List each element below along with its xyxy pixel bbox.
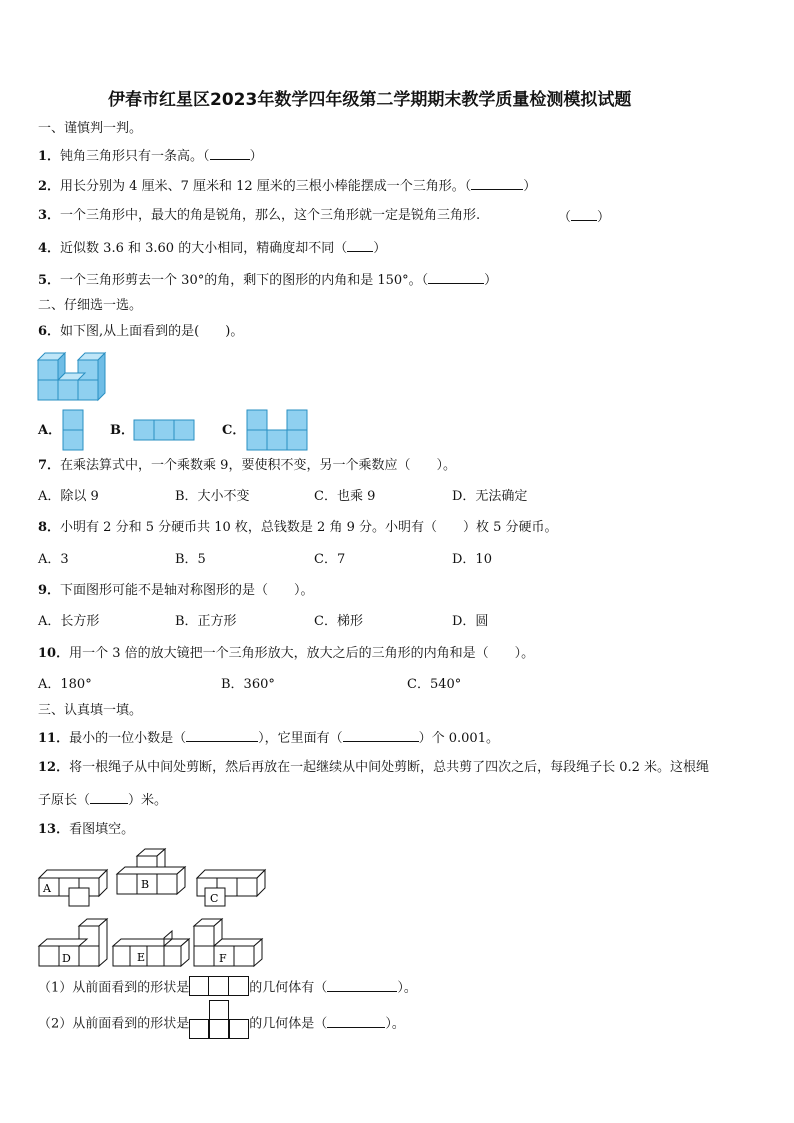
- figure-f-label: F: [219, 952, 227, 965]
- question-13-sub-2: （2）从前面看到的形状是 的几何体是（ ）。: [38, 1014, 405, 1034]
- question-6-solid-figure: [37, 352, 107, 402]
- option-10c[interactable]: C．540°: [407, 677, 462, 692]
- question-1: 1．钝角三角形只有一条高。（ ）: [38, 149, 263, 164]
- option-9c[interactable]: C．梯形: [314, 614, 363, 629]
- option-7b[interactable]: B．大小不变: [175, 489, 250, 504]
- figure-e: [112, 930, 192, 970]
- figure-f: [193, 918, 265, 970]
- figure-b-label: B: [141, 878, 150, 891]
- option-6a-label: A．: [38, 423, 62, 438]
- option-6a-figure[interactable]: [62, 409, 84, 451]
- section-2-heading: 二、仔细选一选。: [38, 298, 143, 313]
- figure-b: [116, 848, 188, 898]
- question-12-line-2: 子原长（ ）米。: [38, 793, 168, 808]
- answer-blank-3[interactable]: [571, 208, 597, 221]
- answer-blank-12[interactable]: [90, 791, 128, 804]
- question-13-sub-1: （1）从前面看到的形状是 的几何体有（ ）。: [38, 978, 417, 998]
- question-5: 5．一个三角形剪去一个 30°的角，剩下的图形的内角和是 150°。（ ）: [38, 273, 498, 288]
- page-title: 伊春市红星区2023年数学四年级第二学期期末教学质量检测模拟试题: [108, 90, 632, 110]
- figure-a-label: A: [43, 882, 51, 895]
- question-3: 3．一个三角形中，最大的角是锐角，那么，这个三角形就一定是锐角三角形.: [38, 208, 481, 223]
- option-9b[interactable]: B．正方形: [175, 614, 237, 629]
- answer-blank-1[interactable]: [210, 147, 250, 160]
- option-6c-figure[interactable]: [246, 409, 308, 451]
- option-8b[interactable]: B．5: [175, 552, 206, 567]
- figure-d-label: D: [62, 952, 71, 965]
- figure-c-label: C: [210, 892, 219, 905]
- answer-blank-13-2[interactable]: [327, 1015, 385, 1028]
- option-7c[interactable]: C．也乘 9: [314, 489, 376, 504]
- answer-blank-2[interactable]: [471, 177, 523, 190]
- question-6: 6．如下图,从上面看到的是( )。: [38, 324, 244, 339]
- option-6b-label: B．: [110, 423, 134, 438]
- option-10a[interactable]: A．180°: [38, 677, 92, 692]
- option-8d[interactable]: D．10: [452, 552, 492, 567]
- question-12-line-1: 12．将一根绳子从中间处剪断，然后再放在一起继续从中间处剪断，总共剪了四次之后，每段绳子长 0.2 米。这根绳: [38, 760, 710, 775]
- figure-d: [38, 918, 110, 970]
- section-1-heading: 一、谨慎判一判。: [38, 121, 143, 136]
- answer-blank-11a[interactable]: [186, 729, 258, 742]
- option-9d[interactable]: D．圆: [452, 614, 489, 629]
- question-11: 11．最小的一位小数是（ ），它里面有（ ）个 0.001。: [38, 731, 499, 746]
- option-10b[interactable]: B．360°: [221, 677, 275, 692]
- question-2: 2．用长分别为 4 厘米、7 厘米和 12 厘米的三根小棒能摆成一个三角形。（ ）: [38, 179, 537, 194]
- question-4: 4．近似数 3.6 和 3.60 的大小相同，精确度却不同（ ）: [38, 241, 387, 256]
- question-8: 8．小明有 2 分和 5 分硬币共 10 枚，总钱数是 2 角 9 分。小明有（ ）枚 5 分硬币。: [38, 520, 558, 535]
- answer-blank-4[interactable]: [347, 239, 373, 252]
- figure-a: [38, 866, 110, 908]
- option-9a[interactable]: A．长方形: [38, 614, 100, 629]
- question-10: 10．用一个 3 倍的放大镜把一个三角形放大，放大之后的三角形的内角和是（ ）。: [38, 646, 535, 661]
- section-3-heading: 三、认真填一填。: [38, 703, 143, 718]
- front-view-shape-2: [189, 1014, 249, 1034]
- question-3-answer: （ ）: [558, 210, 611, 225]
- answer-blank-5[interactable]: [428, 271, 484, 284]
- figure-c: [196, 866, 268, 908]
- figure-e-label: E: [137, 951, 146, 964]
- option-7d[interactable]: D．无法确定: [452, 489, 528, 504]
- question-7: 7．在乘法算式中，一个乘数乘 9，要使积不变，另一个乘数应（ ）。: [38, 458, 456, 473]
- front-view-shape-1: [189, 978, 249, 998]
- option-6c-label: C．: [222, 423, 246, 438]
- answer-blank-13-1[interactable]: [327, 979, 397, 992]
- question-13: 13．看图填空。: [38, 822, 135, 837]
- option-7a[interactable]: A．除以 9: [38, 489, 99, 504]
- option-6b-figure[interactable]: [133, 419, 195, 441]
- answer-blank-11b[interactable]: [343, 729, 419, 742]
- question-9: 9．下面图形可能不是轴对称图形的是（ ）。: [38, 583, 314, 598]
- option-8c[interactable]: C．7: [314, 552, 346, 567]
- option-8a[interactable]: A．3: [38, 552, 69, 567]
